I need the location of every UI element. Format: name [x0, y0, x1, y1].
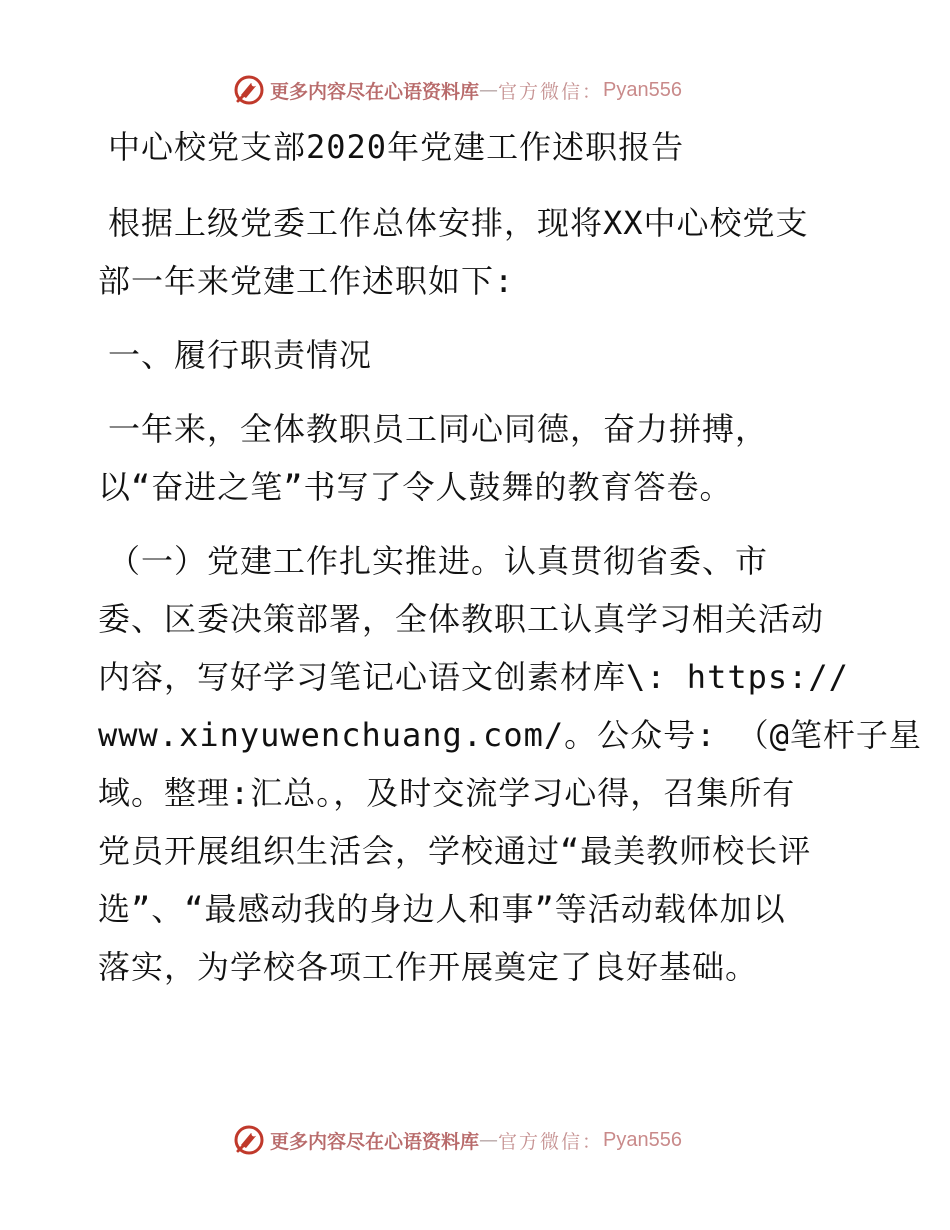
section-heading: 一、履行职责情况	[108, 336, 373, 374]
watermark-dash: —	[479, 79, 499, 101]
watermark-header	[232, 72, 682, 108]
brand-logo-icon	[232, 73, 266, 107]
brand-logo-icon	[232, 1123, 266, 1157]
watermark-label: 官方微信：	[498, 80, 604, 103]
watermark-text: 更多内容尽在心语资料库	[270, 80, 480, 103]
para2-line-4: www.xinyuwenchuang.com/。公众号: （@笔杆子星	[98, 716, 922, 754]
para2-line-7: 选”、“最感动我的身边人和事”等活动载体加以	[98, 890, 786, 928]
watermark-id: Pyan556	[603, 78, 682, 101]
watermark-id: Pyan556	[603, 1128, 682, 1151]
document-title: 中心校党支部2020年党建工作述职报告	[108, 128, 685, 166]
para1-line-2: 以“奋进之笔”书写了令人鼓舞的教育答卷。	[98, 468, 733, 506]
para2-line-5: 域。整理:汇总。，及时交流学习心得，召集所有	[98, 774, 796, 812]
para2-line-8: 落实，为学校各项工作开展奠定了良好基础。	[98, 948, 759, 986]
watermark-dash: —	[479, 1129, 499, 1151]
para2-line-3: 内容，写好学习笔记心语文创素材库\: https://	[98, 658, 849, 696]
intro-line-1: 根据上级党委工作总体安排，现将XX中心校党支	[108, 204, 809, 242]
intro-line-2: 部一年来党建工作述职如下:	[98, 262, 515, 300]
para2-line-1: （一）党建工作扎实推进。认真贯彻省委、市	[108, 542, 769, 580]
watermark-label: 官方微信：	[498, 1130, 604, 1153]
para2-line-6: 党员开展组织生活会，学校通过“最美教师校长评	[98, 832, 812, 870]
para2-line-2: 委、区委决策部署，全体教职工认真学习相关活动	[98, 600, 825, 638]
watermark-footer	[232, 1122, 682, 1158]
para1-line-1: 一年来，全体教职员工同心同德，奋力拼搏，	[108, 410, 769, 448]
watermark-text: 更多内容尽在心语资料库	[270, 1130, 480, 1153]
